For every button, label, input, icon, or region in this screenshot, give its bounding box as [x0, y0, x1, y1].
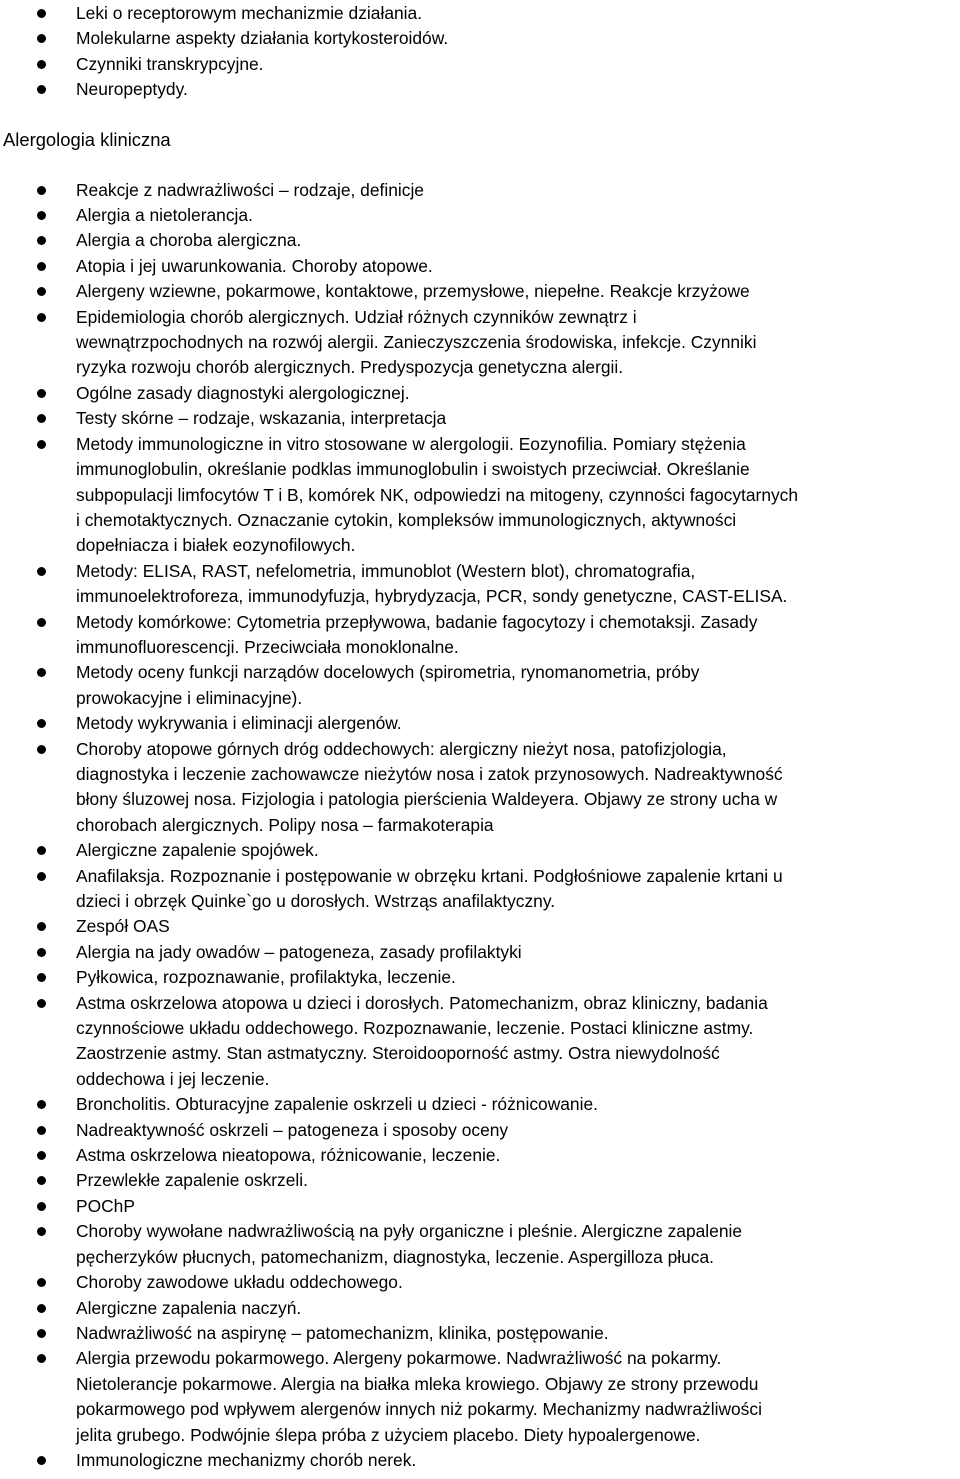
- bullet-icon: [37, 1100, 46, 1109]
- list-item: [0, 1346, 960, 1448]
- bullet-icon: [37, 414, 46, 423]
- list-item: [0, 1219, 960, 1270]
- bullet-icon: [37, 211, 46, 220]
- bullet-icon: [37, 1227, 46, 1236]
- list-item-line: Astma oskrzelowa nieatopowa, różnicowanie, leczenie.: [76, 1145, 501, 1166]
- list-item-line: Ogólne zasady diagnostyki alergologicznej.: [76, 382, 410, 403]
- list-item: [0, 406, 960, 431]
- list-item-line: Alergia a choroba alergiczna.: [76, 230, 302, 251]
- list-item: [0, 711, 960, 736]
- list-item: [0, 1296, 960, 1321]
- list-item: [0, 1092, 960, 1117]
- list-item-line: Alergeny wziewne, pokarmowe, kontaktowe, przemysłowe, niepełne. Reakcje krzyżowe: [76, 281, 750, 302]
- list-item-line: i chemotaktycznych. Oznaczanie cytokin, kompleksów immunologicznych, aktywności: [76, 509, 737, 530]
- list-item-line: POChP: [76, 1195, 135, 1216]
- bullet-icon: [37, 1278, 46, 1287]
- top-bullet-list: [0, 1, 960, 103]
- list-item-text: Leki o receptorowym mechanizmie działania.: [76, 3, 423, 23]
- list-item-line: Nadreaktywność oskrzeli – patogeneza i sposoby oceny: [76, 1119, 509, 1140]
- list-item-line: Immunologiczne mechanizmy chorób nerek.: [76, 1449, 417, 1470]
- list-item-line: Przewlekłe zapalenie oskrzeli.: [76, 1170, 308, 1191]
- list-item-line: Metody oceny funkcji narządów docelowych (spirometria, rynomanometria, próby: [76, 662, 700, 683]
- list-item: [0, 178, 960, 203]
- list-item-line: Metody immunologiczne in vitro stosowane w alergologii. Eozynofilia. Pomiary stężenia: [76, 433, 746, 454]
- list-item: [0, 1194, 960, 1219]
- list-item-line: Reakcje z nadwrażliwości – rodzaje, definicje: [76, 179, 424, 200]
- list-item: [0, 1118, 960, 1143]
- bullet-icon: [37, 745, 46, 754]
- list-item: [0, 1143, 960, 1168]
- list-item: [0, 305, 960, 381]
- list-item-line: Atopia i jej uwarunkowania. Choroby atopowe.: [76, 255, 433, 276]
- list-item-line: wewnątrzpochodnych na rozwój alergii. Zanieczyszczenia środowiska, infekcje. Czynniki: [76, 332, 757, 353]
- list-item-line: dzieci i obrzęk Quinke`go u dorosłych. Wstrząs anafilaktyczny.: [76, 891, 556, 911]
- list-item-line: chorobach alergicznych. Polipy nosa – farmakoterapia: [76, 814, 494, 835]
- list-item-line: pęcherzyków płucnych, patomechanizm, diagnostyka, leczenie. Aspergilloza płuca.: [76, 1246, 715, 1267]
- list-item: [0, 381, 960, 406]
- list-item: [0, 610, 960, 661]
- list-item-line: Choroby atopowe górnych dróg oddechowych: alergiczny nieżyt nosa, patofizjologia,: [76, 738, 727, 759]
- list-item-line: prowokacyjne i eliminacyjne).: [76, 687, 303, 708]
- bullet-icon: [37, 1176, 46, 1185]
- list-item-line: Astma oskrzelowa atopowa u dzieci i dorosłych. Patomechanizm, obraz kliniczny, badania: [76, 992, 768, 1013]
- bullet-icon: [37, 9, 46, 18]
- list-item: [0, 203, 960, 228]
- list-item: [0, 965, 960, 990]
- clinical-bullet-list: [0, 178, 960, 1474]
- bullet-icon: [37, 973, 46, 982]
- bullet-icon: [37, 1151, 46, 1160]
- list-item: [0, 737, 960, 839]
- list-item-line: Metody komórkowe: Cytometria przepływowa, badanie fagocytozy i chemotaksji. Zasady: [76, 611, 758, 632]
- list-item-line: Alergiczne zapalenie spojówek.: [76, 840, 319, 861]
- list-item-line: Nietolerancje pokarmowe. Alergia na białka mleka krowiego. Objawy ze strony przewodu: [76, 1373, 759, 1394]
- list-item: [0, 1, 960, 26]
- list-item-line: Nadwrażliwość na aspirynę – patomechanizm, klinika, postępowanie.: [76, 1322, 609, 1343]
- bullet-icon: [37, 287, 46, 296]
- bullet-icon: [37, 668, 46, 677]
- list-item-line: immunoelektroforeza, immunodyfuzja, hybrydyzacja, PCR, sondy genetyczne, CAST-ELISA.: [76, 586, 788, 607]
- list-item: [0, 254, 960, 279]
- list-item: [0, 660, 960, 711]
- bullet-icon: [37, 719, 46, 728]
- list-item: [0, 26, 960, 51]
- list-item-line: Broncholitis. Obturacyjne zapalenie oskrzeli u dzieci - różnicowanie.: [76, 1094, 598, 1115]
- list-item: [0, 864, 960, 915]
- list-item-line: Pyłkowica, rozpoznawanie, profilaktyka, leczenie.: [76, 967, 456, 988]
- list-item-line: subpopulacji limfocytów T i B, komórek NK, odpowiedzi na mitogeny, czynności fagocytarnych: [76, 484, 799, 505]
- bullet-icon: [37, 85, 46, 94]
- list-item-text: Czynniki transkrypcyjne.: [76, 53, 264, 74]
- bullet-icon: [37, 846, 46, 855]
- list-item-line: pokarmowego pod wpływem alergenów innych niż pokarmy. Mechanizmy nadwrażliwości: [76, 1399, 762, 1420]
- list-item-line: Metody: ELISA, RAST, nefelometria, immunoblot (Western blot), chromatografia,: [76, 560, 696, 581]
- list-item: [0, 77, 960, 102]
- list-item-line: immunofluorescencji. Przeciwciała monoklonalne.: [76, 636, 459, 657]
- bullet-icon: [37, 948, 46, 957]
- list-item: [0, 559, 960, 610]
- bullet-icon: [37, 922, 46, 931]
- list-item: [0, 279, 960, 304]
- list-item-line: oddechowa i jej leczenie.: [76, 1068, 270, 1089]
- list-item-line: immunoglobulin, określanie podklas immunoglobulin i swoistych przeciwciał. Określanie: [76, 459, 750, 480]
- bullet-icon: [37, 1456, 46, 1465]
- list-item: [0, 432, 960, 559]
- list-item-line: Choroby zawodowe układu oddechowego.: [76, 1272, 403, 1293]
- bullet-icon: [37, 618, 46, 627]
- list-item-line: Alergia na jady owadów – patogeneza, zasady profilaktyki: [76, 941, 522, 962]
- bullet-icon: [37, 1329, 46, 1338]
- list-item-line: jelita grubego. Podwójnie ślepa próba z użyciem placebo. Diety hypoalergenowe.: [76, 1424, 701, 1445]
- section-heading: Alergologia kliniczna: [3, 128, 171, 150]
- list-item: [0, 52, 960, 77]
- list-item: [0, 1270, 960, 1295]
- bullet-icon: [37, 186, 46, 195]
- bullet-icon: [37, 313, 46, 322]
- bullet-icon: [37, 1354, 46, 1363]
- list-item-text: Neuropeptydy.: [76, 79, 188, 100]
- list-item-line: diagnostyka i leczenie zachowawcze nieżytów nosa i zatok przynosowych. Nadreaktywność: [76, 763, 783, 784]
- list-item-line: Alergia przewodu pokarmowego. Alergeny pokarmowe. Nadwrażliwość na pokarmy.: [76, 1348, 722, 1369]
- bullet-icon: [37, 262, 46, 271]
- list-item: [0, 1321, 960, 1346]
- bullet-icon: [37, 567, 46, 576]
- list-item: [0, 991, 960, 1093]
- list-item-text: Molekularne aspekty działania kortykosteroidów.: [76, 28, 449, 49]
- list-item-line: czynnościowe układu oddechowego. Rozpoznawanie, leczenie. Postaci kliniczne astmy.: [76, 1018, 754, 1039]
- list-item-line: ryzyka rozwoju chorób alergicznych. Predyspozycja genetyczna alergii.: [76, 357, 624, 378]
- list-item: [0, 914, 960, 939]
- bullet-icon: [37, 1304, 46, 1313]
- list-item-line: Epidemiologia chorób alergicznych. Udział różnych czynników zewnątrz i: [76, 306, 637, 327]
- list-item-line: dopełniacza i białek eozynofilowych.: [76, 535, 356, 556]
- list-item: [0, 940, 960, 965]
- list-item: [0, 1168, 960, 1193]
- bullet-icon: [37, 34, 46, 43]
- bullet-icon: [37, 1202, 46, 1211]
- bullet-icon: [37, 872, 46, 881]
- list-item: [0, 1448, 960, 1473]
- bullet-icon: [37, 999, 46, 1008]
- list-item-line: Zaostrzenie astmy. Stan astmatyczny. Steroidooporność astmy. Ostra niewydolność: [76, 1043, 720, 1064]
- bullet-icon: [37, 60, 46, 69]
- list-item-line: błony śluzowej nosa. Fizjologia i patologia pierścienia Waldeyera. Objawy ze strony ucha w: [76, 789, 778, 810]
- bullet-icon: [37, 1126, 46, 1135]
- list-item-line: Zespół OAS: [76, 916, 170, 937]
- list-item-line: Testy skórne – rodzaje, wskazania, interpretacja: [76, 408, 447, 429]
- list-item-line: Metody wykrywania i eliminacji alergenów.: [76, 713, 402, 734]
- list-item: [0, 228, 960, 253]
- bullet-icon: [37, 389, 46, 398]
- list-item: [0, 838, 960, 863]
- list-item-line: Alergiczne zapalenia naczyń.: [76, 1297, 302, 1318]
- list-item-line: Alergia a nietolerancja.: [76, 205, 253, 226]
- list-item-line: Anafilaksja. Rozpoznanie i postępowanie w obrzęku krtani. Podgłośniowe zapalenie krtani u: [76, 865, 783, 886]
- bullet-icon: [37, 440, 46, 449]
- bullet-icon: [37, 236, 46, 245]
- list-item-line: Choroby wywołane nadwrażliwością na pyły organiczne i pleśnie. Alergiczne zapalenie: [76, 1221, 743, 1242]
